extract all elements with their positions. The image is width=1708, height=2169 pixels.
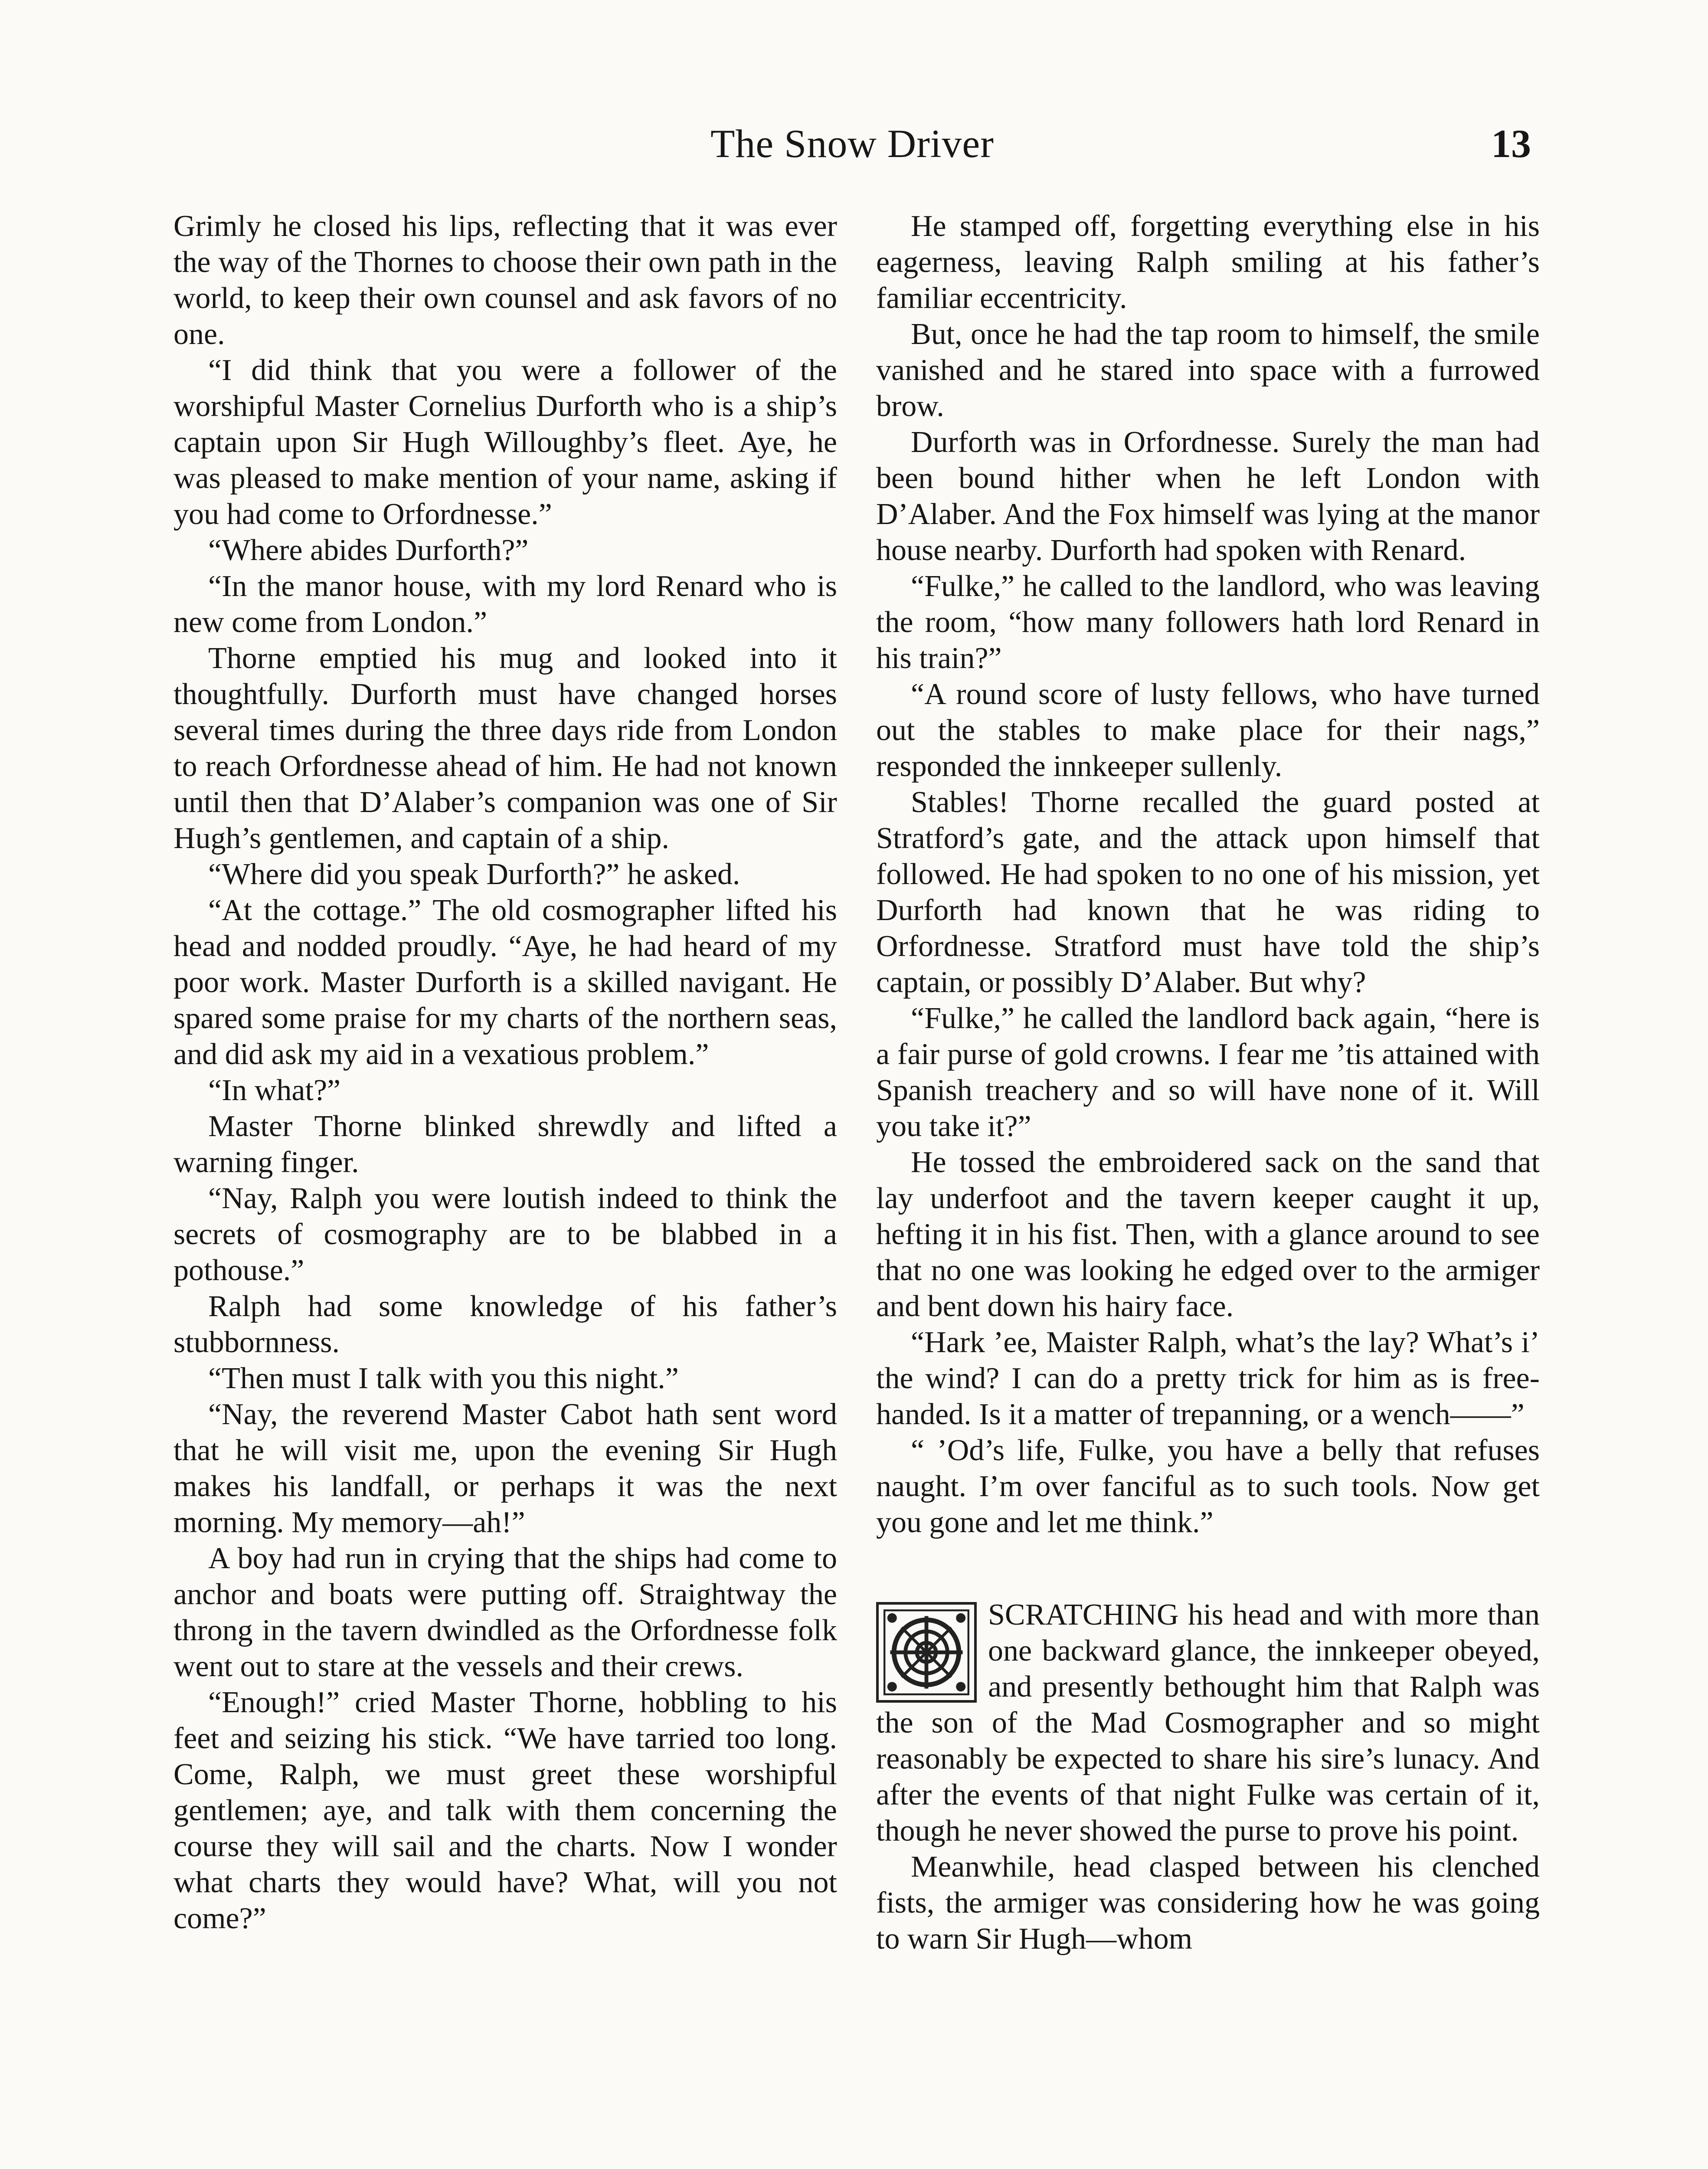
paragraph: “In what?” (208, 1074, 341, 1107)
paragraph: But, once he had the tap room to himself, the smile vanished and he stared into space with a furrowed brow. (876, 318, 1540, 423)
page-number: 13 (1491, 121, 1531, 166)
paragraph: Ralph had some knowledge of his father’s stubbornness. (173, 1290, 837, 1359)
paragraph: Master Thorne blinked shrewdly and lifted a warning finger. (173, 1110, 837, 1179)
paragraph: “Where did you speak Durforth?” he asked. (208, 858, 740, 891)
left-column (173, 208, 837, 1936)
paragraph: “Fulke,” he called the landlord back again, “here is a fair purse of gold crowns. I fear me ’tis attained with Spanish treachery and so will have none of it. Will you take it?” (876, 1002, 1540, 1143)
paragraph: “At the cottage.” The old cosmographer lifted his head and nodded proudly. “Aye, he had heard of my poor work. Master Durforth is a skilled navigant. He spared some praise for my charts of the northern seas, and did ask my aid in a vexatious problem.” (173, 894, 837, 1071)
paragraph: “Enough!” cried Master Thorne, hobbling to his feet and seizing his stick. “We have tarried too long. Come, Ralph, we must greet these worshipful gentlemen; aye, and talk with them concerning the course they will sail and the charts. Now I wonder what charts they would have? What, will you not come?” (173, 1686, 837, 1935)
paragraph: “Then must I talk with you this night.” (208, 1362, 679, 1395)
section-opening-paragraph (876, 1597, 1540, 1849)
running-header (173, 121, 1531, 168)
right-column (876, 208, 1540, 1957)
paragraph: “Fulke,” he called to the landlord, who was leaving the room, “how many followers hath lord Renard in his train?” (876, 570, 1540, 675)
paragraph: “In the manor house, with my lord Renard who is new come from London.” (173, 570, 837, 639)
paragraph: Durforth was in Orfordnesse. Surely the man had been bound hither when he left London with D’Alaber. And the Fox himself was lying at the manor house nearby. Durforth had spoken with Renard. (876, 426, 1540, 567)
running-title: The Snow Driver (710, 121, 994, 166)
paragraph: Thorne emptied his mug and looked into it thoughtfully. Durforth must have changed horses several times during the three days ride from London to reach Orfordnesse ahead of him. He had not known until then that D’Alaber’s companion was one of Sir Hugh’s gentlemen, and captain of a ship. (173, 642, 837, 855)
paragraph: “Where abides Durforth?” (208, 534, 529, 567)
paragraph: Meanwhile, head clasped between his clenched fists, the armiger was considering how he was going to warn Sir Hugh—whom (876, 1850, 1540, 1956)
paragraph: “Nay, Ralph you were loutish indeed to think the secrets of cosmography are to be blabbed in a pothouse.” (173, 1182, 837, 1287)
paragraph: “I did think that you were a follower of the worshipful Master Cornelius Durforth who is a ship’s captain upon Sir Hugh Willoughby’s fleet. Aye, he was pleased to make mention of your name, asking if you had come to Orfordnesse.” (173, 354, 837, 531)
paragraph: “Hark ’ee, Maister Ralph, what’s the lay? What’s i’ the wind? I can do a pretty trick for him as is free-handed. Is it a matter of trepanning, or a wench——” (876, 1326, 1540, 1431)
paragraph: He tossed the embroidered sack on the sand that lay underfoot and the tavern keeper caught it up, hefting it in his fist. Then, with a glance around to see that no one was looking he edged over to the armiger and bent down his hairy face. (876, 1146, 1540, 1323)
celtic-knot-ornament-icon (876, 1602, 977, 1703)
paragraph: He stamped off, forgetting everything else in his eagerness, leaving Ralph smiling at his father’s familiar eccentricity. (876, 210, 1540, 315)
paragraph: A boy had run in crying that the ships had come to anchor and boats were putting off. Straightway the throng in the tavern dwindled as the Orfordnesse folk went out to stare at the vessels and their crews. (173, 1542, 837, 1683)
paragraph: “ ’Od’s life, Fulke, you have a belly that refuses naught. I’m over fanciful as to such tools. Now get you gone and let me think.” (876, 1434, 1540, 1539)
paragraph: Stables! Thorne recalled the guard posted at Stratford’s gate, and the attack upon himself that followed. He had spoken to no one of his mission, yet Durforth had known that he was riding to Orfordnesse. Stratford must have told the ship’s captain, or possibly D’Alaber. But why? (876, 786, 1540, 999)
paragraph: “Nay, the reverend Master Cabot hath sent word that he will visit me, upon the evening Sir Hugh makes his landfall, or perhaps it was the next morning. My memory—ah!” (173, 1398, 837, 1539)
paragraph: Grimly he closed his lips, reflecting that it was ever the way of the Thornes to choose their own path in the world, to keep their own counsel and ask favors of no one. (173, 210, 837, 351)
paragraph-text: SCRATCHING his head and with more than one backward glance, the innkeeper obeyed, and presently bethought him that Ralph was the son of the Mad Cosmographer and so might reasonably be expected to share his sire’s lunacy. And after the events of that night Fulke was certain of it, though he never showed the purse to prove his point. (876, 1598, 1540, 1848)
paragraph: “A round score of lusty fellows, who have turned out the stables to make place for their nags,” responded the innkeeper sullenly. (876, 678, 1540, 783)
